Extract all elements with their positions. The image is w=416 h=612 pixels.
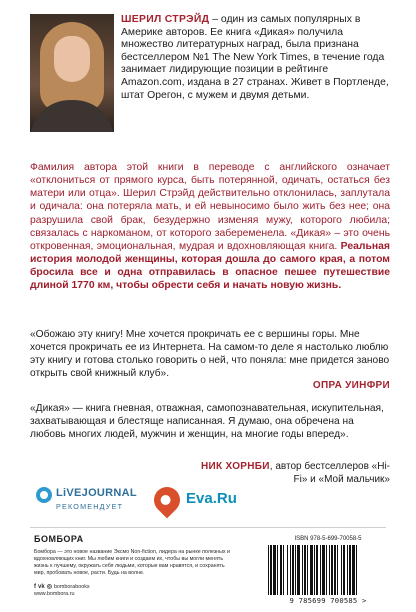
publisher-description: Бомбора — это новое название Эксмо Non-fiction, лидера на рынке полезных и вдохновляющих книг. Мы любим книги и создаем их, чтобы вы могли менять жизнь к лучшему, окружать себя людьми, которые вам нравятся, и сохранять мир, пробовать новое, расти. Будь на волне. [34, 549, 230, 576]
quote-hornby-author-name: НИК ХОРНБИ [201, 461, 270, 472]
livejournal-icon [36, 487, 52, 503]
vk-icon: vk [38, 584, 45, 590]
quote-hornby-author-note: , автор бестселлеров «Hi-Fi» и «Мой мальчик» [269, 461, 390, 485]
isbn-text: ISBN 978-5-699-70058-5 [294, 536, 362, 542]
barcode-number: 9 785699 700585 > [289, 596, 367, 605]
quote-hornby-author [190, 461, 390, 486]
book-description-text: Фамилия автора этой книги в переводе с английского означает «отклониться от прямого курса, быть потерянной, одичать, остаться без матери или отца». Шерил Стрэйд действительно отклонилась, заплутала и одичала: она потеряла мать, и ей невыносимо было жить без нее; она разрушила свой брак, безудержно изменяя мужу, которого любила; связалась с наркоманом, от которого забеременела. «Дикая» – это очень откровенная, эмоциональная, мудрая и вдохновляющая книга. [30, 162, 390, 252]
eva-ru-logo [154, 484, 254, 518]
author-bio-text: – один из самых популярных в Америке авторов. Ее книга «Дикая» получила множество литературных наград, была признана бестселлером №1 The New York Times, в течение года занимает лидирующие позиции в рейтинге Amazon.com, издана в 27 странах. Живет в Портленде, штат Орегон, с мужем и двумя детьми. [121, 14, 389, 101]
publisher-social-handle: bomborabooks [53, 584, 90, 590]
book-description [30, 161, 390, 293]
quote-oprah: «Обожаю эту книгу! Мне хочется прокричать ее с вершины горы. Мне хочется прокричать ее из Интернета. На самом-то деле я настолько люблю эту книгу и готова столько говорить о ней, что поняла: мне придется заново открыть свой книжный клуб». [30, 329, 390, 379]
facebook-icon: f [34, 584, 36, 590]
barcode [268, 545, 388, 595]
livejournal-title: LiVEJOURNAL [56, 487, 137, 499]
divider [30, 527, 386, 528]
author-photo [30, 14, 114, 132]
publisher-social [34, 583, 90, 590]
author-name: ШЕРИЛ СТРЭЙД [121, 14, 210, 25]
author-bio [121, 14, 393, 102]
publisher-logo: БОМБОРА [34, 534, 84, 544]
quote-hornby: «Дикая» — книга гневная, отважная, самопознавательная, искупительная, захватывающая и блестяще написанная. Я думаю, она обречена на любовь многих людей, мужчин и женщин, на многие годы вперед». [30, 403, 384, 440]
eva-leaf-icon [149, 482, 186, 519]
eva-ru-text: Eva.Ru [186, 490, 237, 507]
livejournal-subtitle: РЕКОМЕНДУЕТ [56, 502, 124, 511]
instagram-icon: ◎ [46, 584, 52, 590]
book-description-highlight: Реальная история молодой женщины, которая дошла до самого края, а потом бросила все и одна отправилась в опасное пешее путешествие длиной 1770 км, чтобы обрести себя и начать новую жизнь. [30, 240, 390, 292]
author-photo-face [54, 36, 90, 82]
livejournal-logo [36, 485, 146, 519]
publisher-website: www.bombora.ru [34, 591, 75, 597]
quote-oprah-author: ОПРА УИНФРИ [312, 380, 390, 391]
author-photo-shoulders [30, 100, 114, 132]
